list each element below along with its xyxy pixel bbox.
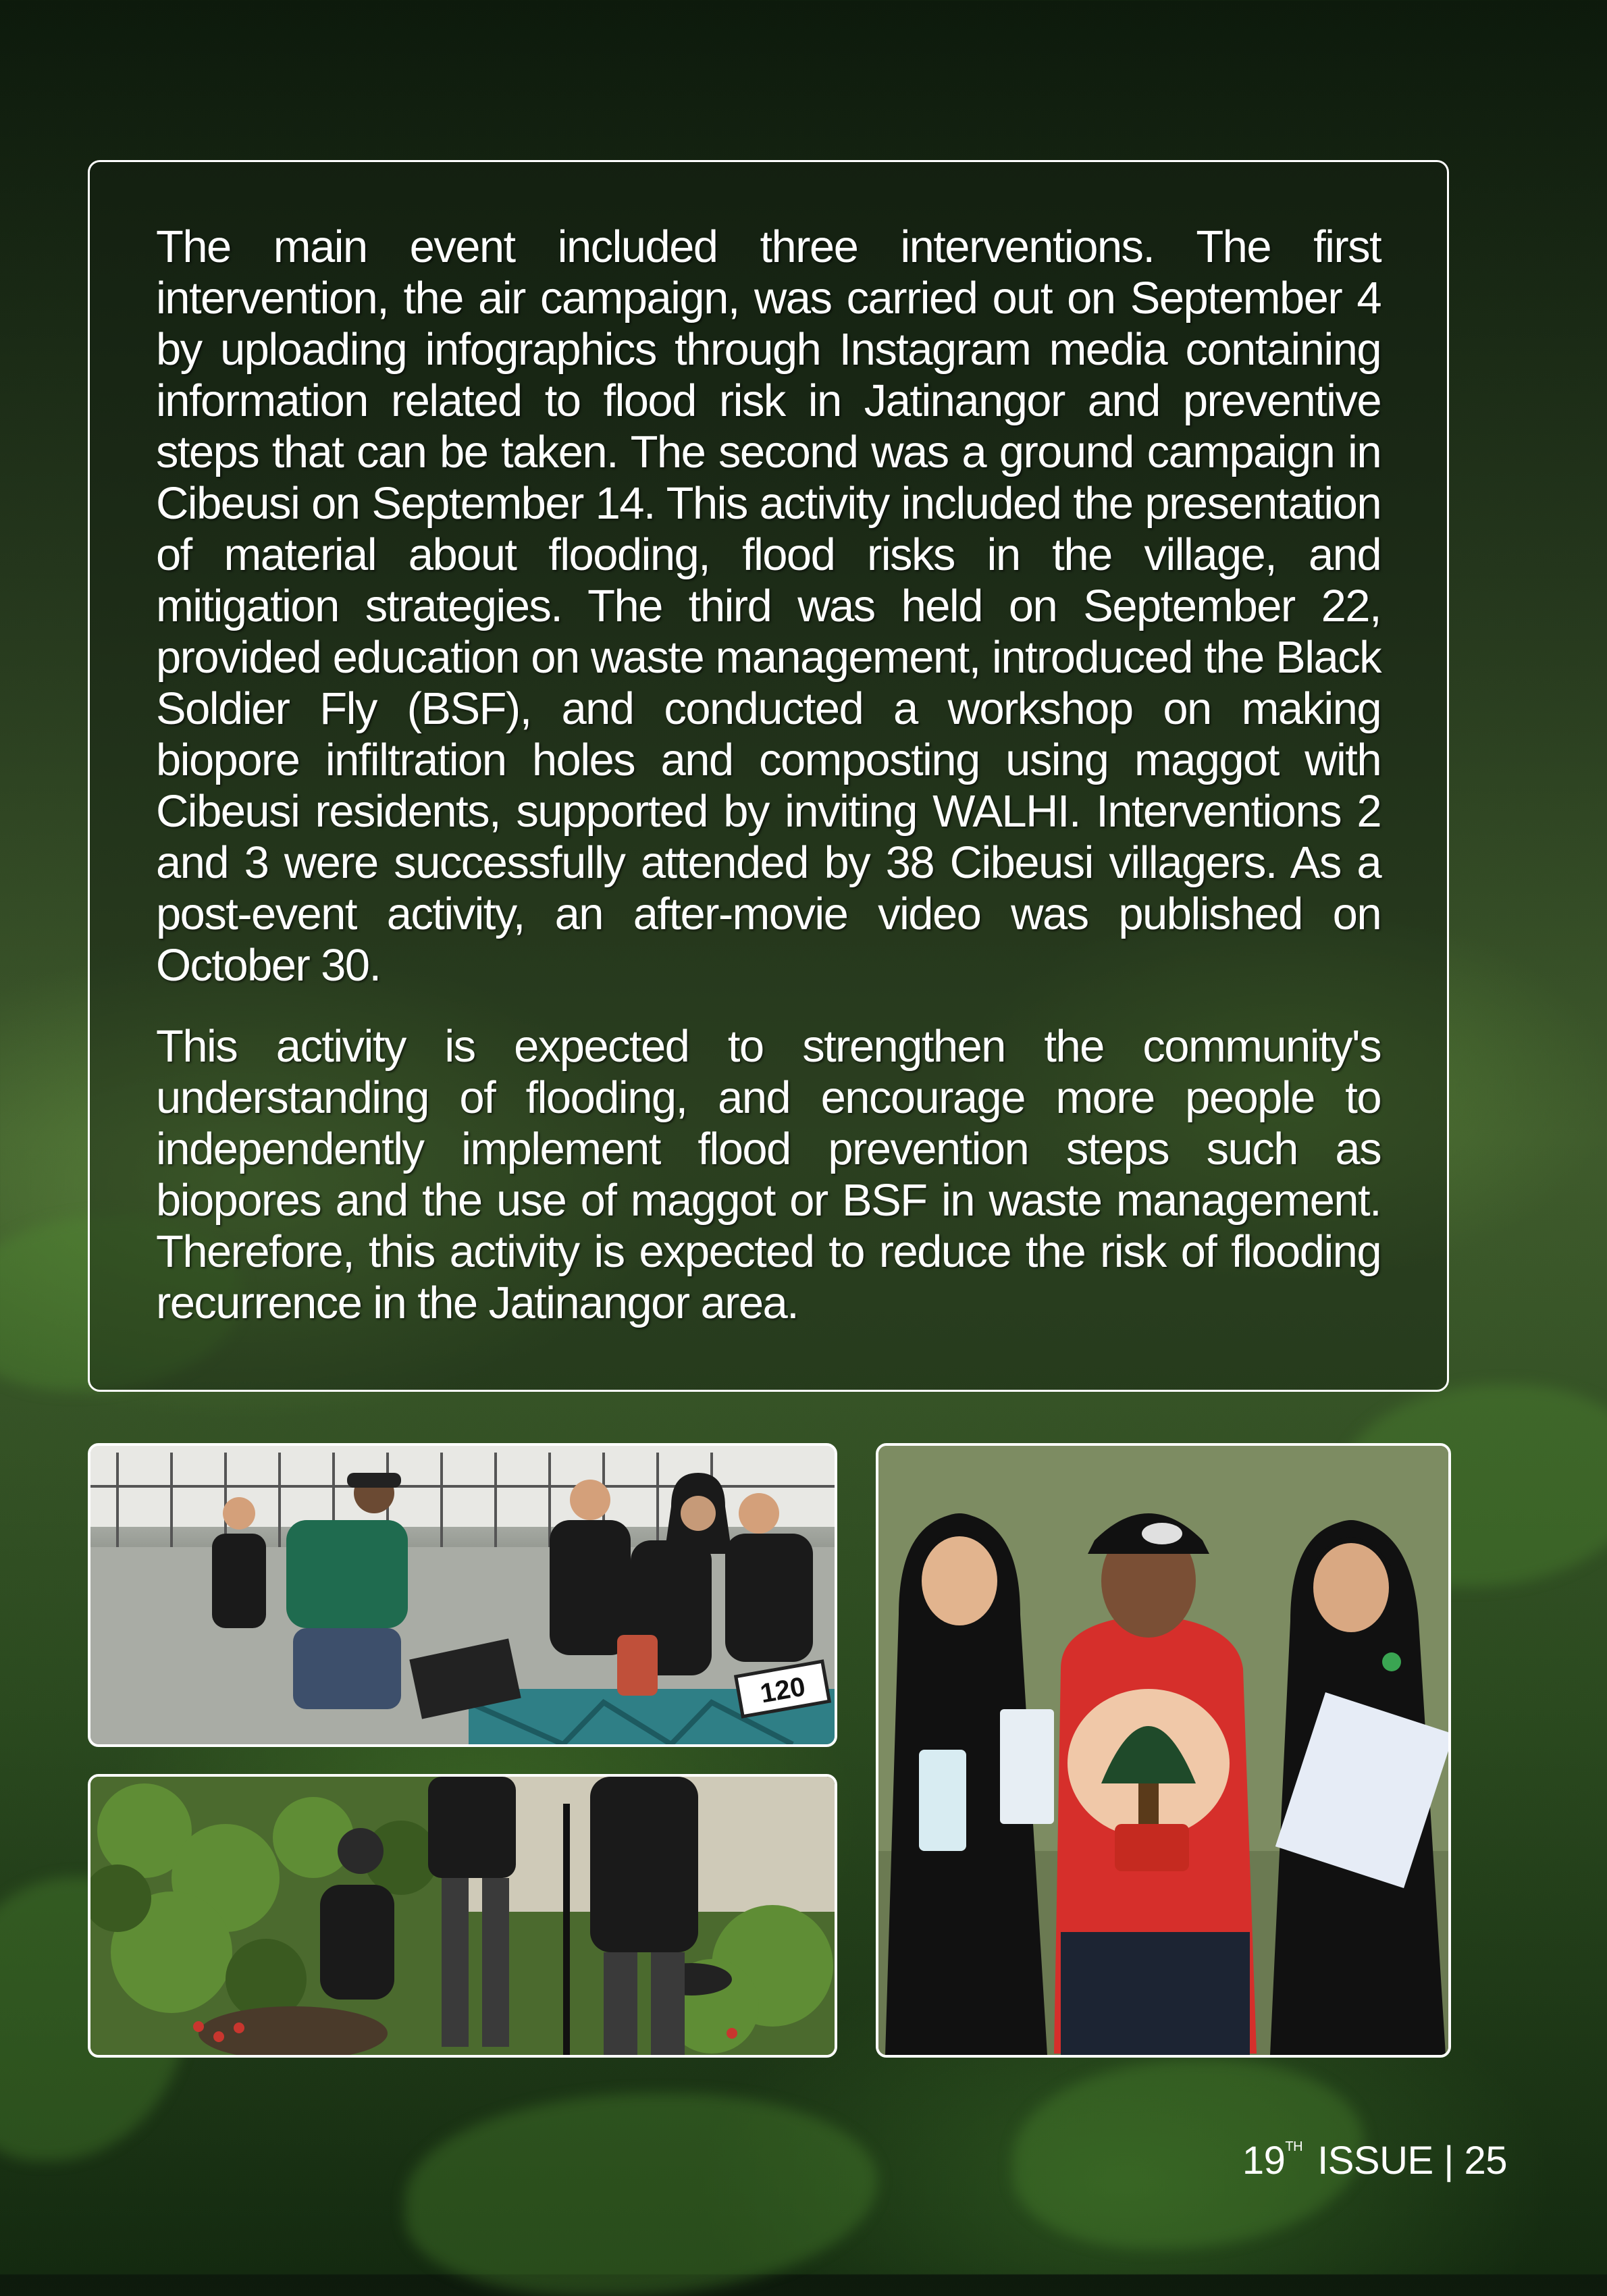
issue-label: ISSUE [1317, 2139, 1433, 2183]
presentation-sign-number: 120 [758, 1671, 808, 1709]
group-portrait-illustration [878, 1446, 1448, 2055]
page-footer [1242, 2138, 1507, 2183]
article-paragraph-2: This activity is expected to strengthen the community's understanding of flooding, and encourage more people to independently implement flood prevention steps such as biopores and the use of maggot or BSF in waste management. Therefore, this activity is expected to reduce the risk of flooding recurrence in the Jatinangor area. [156, 1021, 1381, 1328]
article-paragraph-1: The main event included three interventions. The first intervention, the air campaign, was carried out on September 4 by uploading infographics through Instagram media containing information related to flood risk in Jatinangor and preventive steps that can be taken. The second was a ground campaign in Cibeusi on September 14. This activity included the presentation of material about flooding, flood risks in the village, and mitigation strategies. The third was held on September 22, provided education on waste management, introduced the Black Soldier Fly (BSF), and conducted a workshop on making biopore infiltration holes and composting using maggot with Cibeusi residents, supported by inviting WALHI. Interventions 2 and 3 were successfully attended by 38 Cibeusi villagers. As a post-event activity, an after-movie video was published on October 30. [156, 221, 1381, 991]
page-number: 25 [1464, 2139, 1507, 2183]
photo-presentation [88, 1443, 837, 1747]
presentation-scene-illustration [90, 1446, 835, 1744]
article-text-panel [88, 160, 1449, 1392]
issue-ordinal-suffix: TH [1285, 2139, 1303, 2154]
photo-group-portrait [876, 1443, 1451, 2058]
photo-biopore-workshop [88, 1774, 837, 2058]
footer-separator: | [1444, 2139, 1454, 2183]
biopore-workshop-illustration [90, 1777, 835, 2055]
background-leaf [405, 2093, 878, 2296]
issue-number: 19 [1242, 2139, 1286, 2183]
